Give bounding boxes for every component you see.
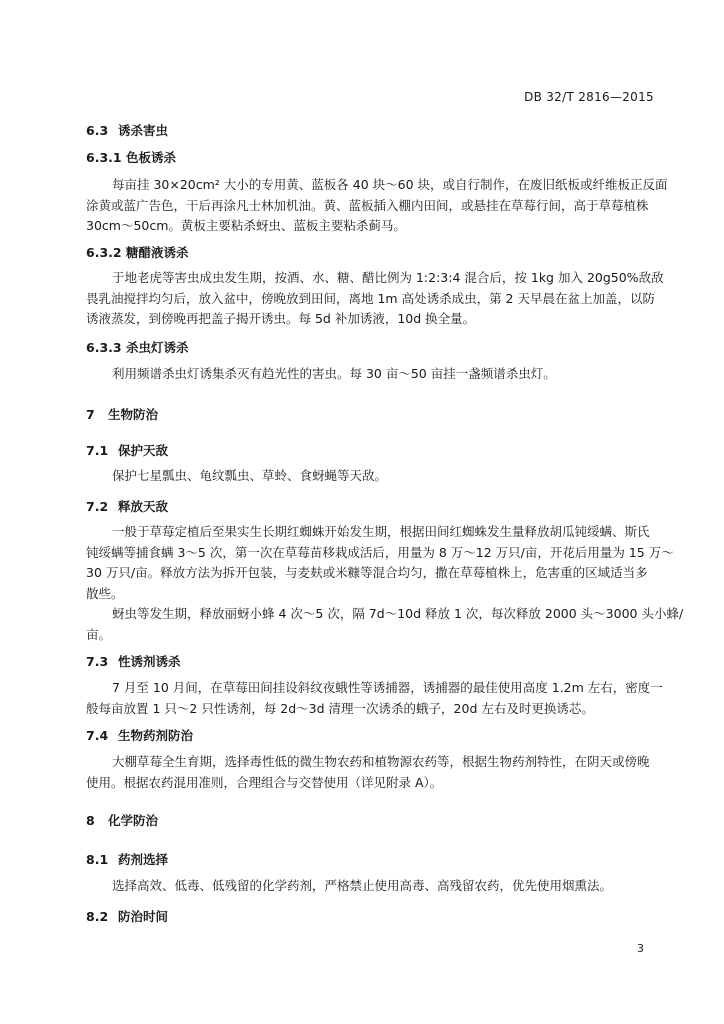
section-7-2-body [86, 522, 684, 645]
paragraph-line: 蚜虫等发生期，释放丽蚜小蜂 4 次～5 次，隔 7d～10d 释放 1 次，每次释放 2000 头～3000 头小蜂/ [112, 606, 684, 621]
section-number: 7.4 [86, 728, 109, 743]
section-title: 防治时间 [118, 909, 169, 924]
section-number: 7.1 [86, 443, 109, 458]
section-6-3-2-body [86, 268, 664, 330]
paragraph-line: 畏乳油搅拌均匀后，放入盆中，傍晚放到田间，离地 1m 高处诱杀成虫，第 2 天早晨在盆上加盖，以防 [86, 290, 655, 306]
section-6-3-2-heading [86, 243, 189, 261]
section-8-heading [86, 811, 158, 829]
section-title: 释放天敌 [118, 499, 169, 514]
section-6-3-3-heading [86, 338, 189, 356]
section-title: 保护天敌 [118, 443, 169, 458]
section-8-2-heading [86, 907, 168, 925]
page-number: 3 [637, 942, 644, 955]
section-number: 7.3 [86, 654, 109, 669]
section-title: 化学防治 [108, 813, 159, 828]
paragraph-line: 诱液蒸发，到傍晚再把盖子揭开诱虫。每 5d 补加诱液，10d 换全量。 [86, 311, 476, 326]
section-6-3-1-body [86, 175, 668, 237]
section-7-2-heading [86, 497, 168, 515]
section-number: 7 [86, 407, 95, 422]
section-title: 性诱剂诱杀 [118, 654, 181, 669]
paragraph-line: 7 月至 10 月间，在草莓田间挂设斜纹夜蛾性等诱捕器，诱捕器的最佳使用高度 1.2m 左右，密度一 [112, 680, 663, 695]
section-title: 杀虫灯诱杀 [126, 340, 189, 355]
section-number: 8 [86, 813, 95, 828]
section-title: 色板诱杀 [126, 150, 177, 165]
section-7-1-heading [86, 441, 168, 459]
section-title: 诱杀害虫 [118, 123, 169, 138]
paragraph-line: 使用。根据农药混用准则，合理组合与交替使用（详见附录 A）。 [86, 774, 443, 790]
paragraph-line: 保护七星瓢虫、龟纹瓢虫、草蛉、食蚜蝇等天敌。 [112, 468, 388, 483]
section-number: 6.3.3 [86, 340, 122, 355]
section-7-3-body [86, 678, 663, 719]
paragraph-line: 每亩挂 30×20cm² 大小的专用黄、蓝板各 40 块～60 块，或自行制作，在废旧纸板或纤维板正反面 [112, 177, 668, 192]
paragraph-line: 于地老虎等害虫成虫发生期，按酒、水、糖、醋比例为 1:2:3:4 混合后，按 1kg 加入 20g50%敌敌 [112, 270, 664, 285]
section-number: 7.2 [86, 499, 109, 514]
section-7-3-heading [86, 652, 181, 670]
paragraph-line: 般每亩放置 1 只～2 只性诱剂，每 2d～3d 清理一次诱杀的蛾子，20d 左右及时更换诱芯。 [86, 700, 594, 716]
section-title: 生物防治 [108, 407, 159, 422]
section-number: 8.1 [86, 852, 109, 867]
section-8-1-heading [86, 850, 168, 868]
section-title: 药剂选择 [118, 852, 169, 867]
section-7-1-body [86, 466, 656, 487]
paragraph-line: 选择高效、低毒、低残留的化学药剂，严格禁止使用高毒、高残留农药，优先使用烟熏法。 [112, 878, 613, 893]
standard-code: DB 32/T 2816—2015 [524, 90, 654, 104]
section-title: 生物药剂防治 [118, 728, 194, 743]
section-7-heading [86, 405, 158, 423]
paragraph-line: 涂黄或蓝广告色，干后再涂凡士林加机油。黄、蓝板插入棚内田间，或悬挂在草莓行间，高于草莓植株 [86, 197, 649, 213]
paragraph-line: 钝绥螨等捕食螨 3～5 次，第一次在草莓苗移栽成活后，用量为 8 万～12 万只/亩，开花后用量为 15 万～ [86, 544, 674, 560]
section-title: 糖醋液诱杀 [126, 245, 189, 260]
section-number: 6.3 [86, 123, 109, 138]
section-number: 6.3.1 [86, 150, 122, 165]
paragraph-line: 一般于草莓定植后至果实生长期红蜘蛛开始发生期，根据田间红蜘蛛发生量释放胡瓜钝绥螨、斯氏 [112, 524, 650, 539]
paragraph-line: 散些。 [86, 585, 124, 601]
section-6-3-3-body [86, 364, 656, 385]
section-6-3-1-heading [86, 148, 176, 166]
paragraph-line: 亩。 [86, 626, 112, 642]
paragraph-line: 30 万只/亩。释放方法为拆开包装，与麦麸或米糠等混合均匀，撒在草莓植株上，危害重的区域适当多 [86, 565, 648, 580]
section-8-1-body [86, 876, 656, 897]
section-6-3-heading [86, 121, 168, 139]
section-number: 8.2 [86, 909, 109, 924]
paragraph-line: 30cm～50cm。黄板主要粘杀蚜虫、蓝板主要粘杀蓟马。 [86, 218, 406, 233]
section-7-4-heading [86, 726, 193, 744]
section-7-4-body [86, 752, 656, 793]
section-number: 6.3.2 [86, 245, 122, 260]
paragraph-line: 利用频谱杀虫灯诱集杀灭有趋光性的害虫。每 30 亩～50 亩挂一盏频谱杀虫灯。 [112, 366, 556, 381]
paragraph-line: 大棚草莓全生育期，选择毒性低的微生物农药和植物源农药等，根据生物药剂特性，在阴天或傍晚 [112, 754, 650, 769]
